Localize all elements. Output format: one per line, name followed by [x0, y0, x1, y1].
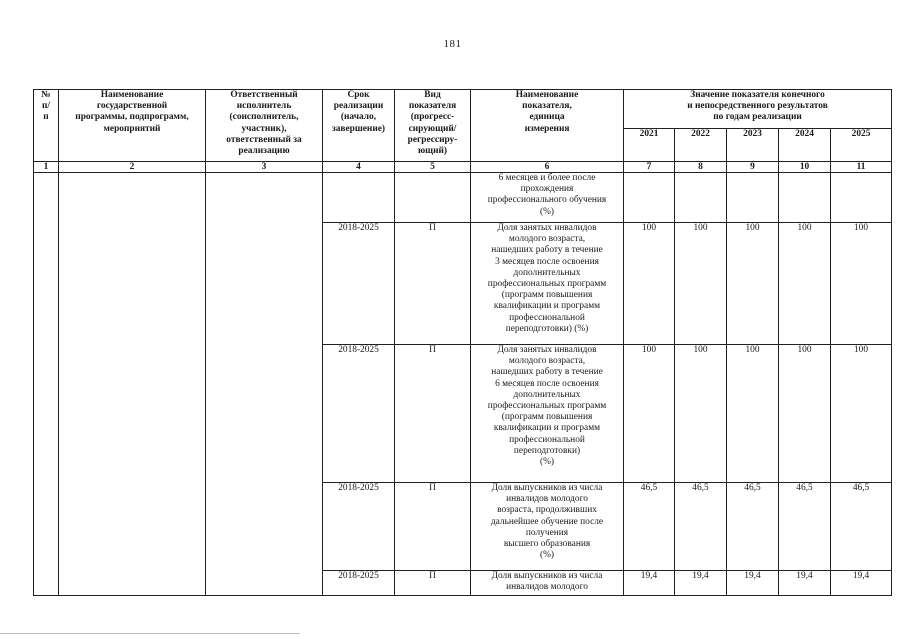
column-number: 11 [831, 162, 892, 173]
cell-value: 19,4 [727, 571, 779, 596]
column-number-row [34, 162, 892, 173]
column-number: 10 [779, 162, 831, 173]
cell-value: 46,5 [675, 483, 727, 571]
column-number: 7 [624, 162, 675, 173]
column-number: 4 [323, 162, 395, 173]
cell-value: 100 [727, 345, 779, 483]
page-number: 181 [443, 38, 462, 50]
cell-period: 2018-2025 [323, 223, 395, 345]
cell-value: 46,5 [831, 483, 892, 571]
cell-period: 2018-2025 [323, 483, 395, 571]
cell-indicator-name: Доля занятых инвалидов молодого возраста, нашедших работу в течение 6 месяцев после освоения дополнительных профессиональных программ (программ повышения квалификации и программ профессиональной переподготовки) (%) [471, 345, 624, 483]
cell-value: 100 [624, 345, 675, 483]
cell-program [59, 173, 206, 596]
header-year: 2024 [779, 129, 831, 162]
cell-period: 2018-2025 [323, 345, 395, 483]
column-number: 6 [471, 162, 624, 173]
column-number: 9 [727, 162, 779, 173]
column-number: 3 [206, 162, 323, 173]
cell-value [831, 173, 892, 223]
header-indicator-name: Наименование показателя, единица измерения [471, 90, 624, 162]
header-program: Наименование государственной программы, подпрограмм, мероприятий [59, 90, 206, 162]
cell-indicator-type [395, 173, 471, 223]
cell-value: 46,5 [779, 483, 831, 571]
cell-value: 46,5 [624, 483, 675, 571]
cell-value: 100 [779, 223, 831, 345]
cell-period [323, 173, 395, 223]
header-period: Срок реализации (начало, завершение) [323, 90, 395, 162]
cell-indicator-name: Доля выпускников из числа инвалидов молодого возраста, продолживших дальнейшее обучение после получения высшего образования (%) [471, 483, 624, 571]
cell-value [675, 173, 727, 223]
indicator-table [33, 89, 892, 596]
cell-value: 100 [675, 345, 727, 483]
column-number: 8 [675, 162, 727, 173]
header-year: 2025 [831, 129, 892, 162]
cell-value: 100 [675, 223, 727, 345]
cell-indicator-name: 6 месяцев и более после прохождения профессионального обучения (%) [471, 173, 624, 223]
cell-value [624, 173, 675, 223]
cell-indicator-type: П [395, 571, 471, 596]
column-number: 2 [59, 162, 206, 173]
scan-edge-line [0, 633, 300, 634]
cell-value: 19,4 [831, 571, 892, 596]
cell-executor [206, 173, 323, 596]
column-number: 5 [395, 162, 471, 173]
column-number: 1 [34, 162, 59, 173]
cell-value: 100 [779, 345, 831, 483]
header-num: № п/ п [34, 90, 59, 162]
header-year: 2022 [675, 129, 727, 162]
cell-indicator-type: П [395, 345, 471, 483]
cell-value [727, 173, 779, 223]
cell-value: 100 [831, 345, 892, 483]
header-year: 2021 [624, 129, 675, 162]
cell-indicator-name: Доля занятых инвалидов молодого возраста, нашедших работу в течение 3 месяцев после освоения дополнительных профессиональных программ (программ повышения квалификации и программ профессиональной переподготовки) (%) [471, 223, 624, 345]
cell-value: 19,4 [779, 571, 831, 596]
table-row [34, 173, 892, 223]
cell-indicator-type: П [395, 483, 471, 571]
cell-value [779, 173, 831, 223]
cell-value: 19,4 [675, 571, 727, 596]
header-indicator-type: Вид показателя (прогресс- сирующий/ регрессиру- ющий) [395, 90, 471, 162]
cell-indicator-name: Доля выпускников из числа инвалидов молодого [471, 571, 624, 596]
cell-value: 19,4 [624, 571, 675, 596]
cell-period: 2018-2025 [323, 571, 395, 596]
cell-value: 100 [831, 223, 892, 345]
cell-value: 100 [727, 223, 779, 345]
cell-indicator-type: П [395, 223, 471, 345]
cell-value: 46,5 [727, 483, 779, 571]
header-values-group: Значение показателя конечного и непосредственного результатов по годам реализации [624, 90, 892, 129]
header-executor: Ответственный исполнитель (соисполнитель, участник), ответственный за реализацию [206, 90, 323, 162]
cell-num [34, 173, 59, 596]
header-year: 2023 [727, 129, 779, 162]
cell-value: 100 [624, 223, 675, 345]
